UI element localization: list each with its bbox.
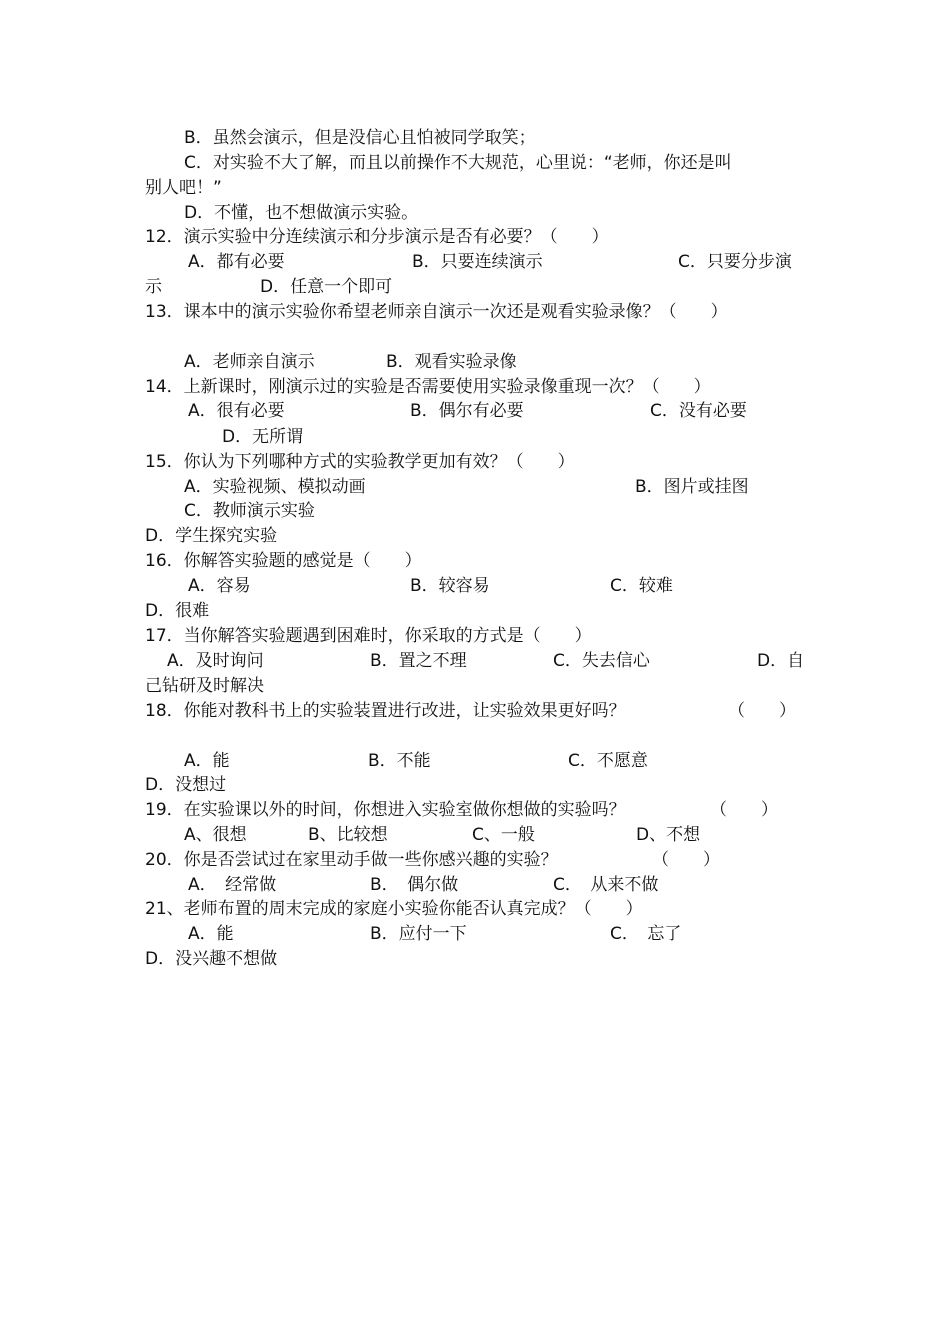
q13-option-a: A．老师亲自演示 <box>184 352 315 372</box>
q18-option-c: C．不愿意 <box>568 751 648 771</box>
q18-option-b: B．不能 <box>368 751 431 771</box>
q12-option-c-cont: 示 <box>145 277 162 297</box>
q14-option-c: C．没有必要 <box>650 401 747 421</box>
q15-option-d: D．学生探究实验 <box>145 526 278 546</box>
q14-question: 14．上新课时，刚演示过的实验是否需要使用实验录像重现一次？（ ） <box>145 377 711 397</box>
q13-option-b: B．观看实验录像 <box>386 352 517 372</box>
q16-question: 16．你解答实验题的感觉是（ ） <box>145 551 422 571</box>
q17-option-d-cont: 己钻研及时解决 <box>145 676 264 696</box>
q11-option-d: D．不懂，也不想做演示实验。 <box>184 203 419 223</box>
q20-question: 20．你是否尝试过在家里动手做一些你感兴趣的实验？ <box>145 850 558 870</box>
q20-option-c: C． 从来不做 <box>553 875 659 895</box>
q20-option-a: A． 经常做 <box>188 875 277 895</box>
q11-option-b: B．虽然会演示，但是没信心且怕被同学取笑； <box>184 128 536 148</box>
q14-option-a: A．很有必要 <box>188 401 285 421</box>
q16-option-a: A．容易 <box>188 576 251 596</box>
q19-option-d: D、不想 <box>636 825 701 845</box>
q18-option-a: A．能 <box>184 751 230 771</box>
q15-option-b: B．图片或挂图 <box>635 477 749 497</box>
q17-option-c: C．失去信心 <box>553 651 650 671</box>
q12-option-d: D．任意一个即可 <box>260 277 393 297</box>
q14-option-b: B．偶尔有必要 <box>410 401 524 421</box>
q20-option-b: B． 偶尔做 <box>370 875 459 895</box>
q17-option-b: B．置之不理 <box>370 651 467 671</box>
q18-answer-blank: （ ） <box>728 701 796 721</box>
q19-option-b: B、比较想 <box>308 825 388 845</box>
q20-answer-blank: （ ） <box>652 850 720 870</box>
q16-option-c: C．较难 <box>610 576 673 596</box>
q19-option-c: C、一般 <box>472 825 535 845</box>
q17-option-a: A．及时询问 <box>167 651 264 671</box>
q15-question: 15．你认为下列哪种方式的实验教学更加有效？（ ） <box>145 452 575 472</box>
q17-question: 17．当你解答实验题遇到困难时，你采取的方式是（ ） <box>145 626 592 646</box>
q12-option-c: C．只要分步演 <box>678 252 792 272</box>
q13-question: 13．课本中的演示实验你希望老师亲自演示一次还是观看实验录像？（ ） <box>145 302 728 322</box>
q21-question: 21、老师布置的周末完成的家庭小实验你能否认真完成？（ ） <box>145 899 643 919</box>
q12-question: 12．演示实验中分连续演示和分步演示是否有必要？（ ） <box>145 227 609 247</box>
q19-answer-blank: （ ） <box>710 800 778 820</box>
q21-option-b: B．应付一下 <box>370 924 467 944</box>
q18-option-d: D．没想过 <box>145 775 227 795</box>
q21-option-a: A．能 <box>188 924 234 944</box>
q12-option-b: B．只要连续演示 <box>412 252 543 272</box>
q12-option-a: A．都有必要 <box>188 252 285 272</box>
q16-option-d: D．很难 <box>145 601 210 621</box>
q19-question: 19．在实验课以外的时间，你想进入实验室做你想做的实验吗？ <box>145 800 626 820</box>
q15-option-a: A．实验视频、模拟动画 <box>184 477 366 497</box>
q19-option-a: A、很想 <box>184 825 247 845</box>
q18-question: 18．你能对教科书上的实验装置进行改进，让实验效果更好吗？ <box>145 701 626 721</box>
q21-option-c: C． 忘了 <box>610 924 682 944</box>
q11-option-c: C．对实验不大了解，而且以前操作不大规范，心里说：“老师，你还是叫 <box>184 153 732 173</box>
q21-option-d: D．没兴趣不想做 <box>145 949 278 969</box>
q15-option-c: C．教师演示实验 <box>184 501 315 521</box>
q16-option-b: B．较容易 <box>410 576 490 596</box>
q17-option-d: D．自 <box>757 651 805 671</box>
q14-option-d: D．无所谓 <box>222 427 304 447</box>
q11-option-c-cont: 别人吧！” <box>145 178 222 198</box>
